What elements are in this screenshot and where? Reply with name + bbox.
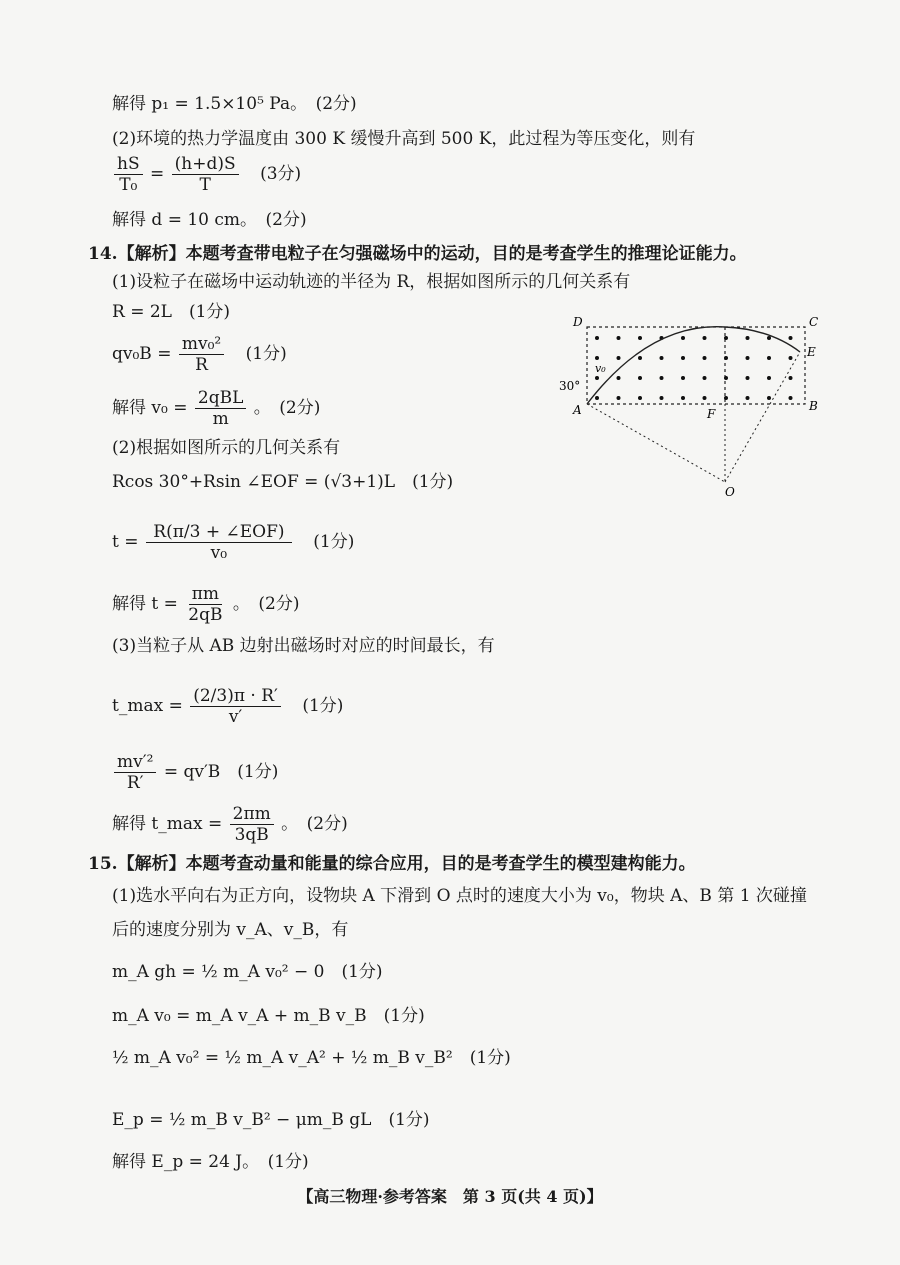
fraction: $\frac{\text{mv₀²}}{R}$ <box>179 334 224 375</box>
field-dot <box>595 376 599 380</box>
label-A: A <box>573 403 582 417</box>
field-dot <box>638 336 642 340</box>
field-dot <box>681 376 685 380</box>
field-dot <box>724 396 728 400</box>
field-dot <box>789 356 793 360</box>
q14-t-result: 解得 t = $\frac{\pi m}{2qB}$ 。 (2分) <box>112 584 300 625</box>
fraction: $\frac{(2/3)\pi \cdot R'}{v'}$ <box>190 686 281 727</box>
fraction-left: $\frac{hS}{\text{T₀}}$ <box>114 154 143 195</box>
field-dot <box>703 396 707 400</box>
question-15-heading: 15.【解析】本题考查动量和能量的综合应用，目的是考查学生的模型建构能力。 <box>88 854 696 874</box>
q14-geometry-equation: Rcos 30°+Rsin ∠EOF = (√3+1)L (1分) <box>112 472 454 492</box>
q15-ep-result: 解得 E_p = 24 J。 (1分) <box>112 1152 309 1172</box>
magnetic-field-diagram <box>555 312 825 502</box>
field-dot <box>746 396 750 400</box>
field-dot <box>767 336 771 340</box>
field-dot <box>746 356 750 360</box>
field-dot <box>617 376 621 380</box>
field-dot <box>681 336 685 340</box>
q15-momentum-equation: m_A v₀ = m_A v_A + m_B v_B (1分) <box>112 1006 425 1026</box>
field-dot <box>746 376 750 380</box>
q14-part2-intro: (2)根据如图所示的几何关系有 <box>112 438 341 458</box>
field-dot <box>660 376 664 380</box>
q14-v0-result: 解得 v₀ = $\frac{\text{2qBL}}{m}$ 。 (2分) <box>112 388 321 429</box>
part-2-intro: (2)环境的热力学温度由 300 K 缓慢升高到 500 K，此过程为等压变化，则有 <box>112 129 696 149</box>
label-velocity: v₀ <box>595 362 606 375</box>
q14-force-equation-2: $\frac{\text{mv′²}}{R'}$ = qv′B (1分) <box>112 752 278 793</box>
q14-part3-intro: (3)当粒子从 AB 边射出磁场时对应的时间最长，有 <box>112 636 495 656</box>
field-dot <box>767 396 771 400</box>
label-D: D <box>573 315 583 329</box>
field-dot <box>660 356 664 360</box>
q15-ep-equation: E_p = ½ m_B v_B² − μm_B gL (1分) <box>112 1110 430 1130</box>
fraction: $\frac{\pi m}{2qB}$ <box>188 584 223 625</box>
q14-tmax-result: 解得 t_max = $\frac{2\pi m}{3qB}$ 。 (2分) <box>112 804 348 845</box>
score-mark: (3分) <box>260 164 302 184</box>
field-dot <box>617 396 621 400</box>
radius-lines <box>587 352 800 482</box>
field-dot <box>724 356 728 360</box>
field-dot <box>746 336 750 340</box>
page-footer: 【高三物理·参考答案 第 3 页(共 4 页)】 <box>297 1187 603 1206</box>
q14-time-equation: t = $\frac{\text{R(π/3 + ∠EOF)}}{\text{v₀}}$ (1分) <box>112 522 355 563</box>
label-B: B <box>809 399 818 413</box>
field-dot <box>703 376 707 380</box>
label-O: O <box>725 485 735 499</box>
field-dot <box>617 356 621 360</box>
field-dot <box>681 356 685 360</box>
field-dot <box>789 376 793 380</box>
fraction: $\frac{\text{2qBL}}{m}$ <box>195 388 246 429</box>
solution-d: 解得 d = 10 cm。 (2分) <box>112 210 307 230</box>
field-dot <box>767 356 771 360</box>
field-dot <box>724 376 728 380</box>
field-dot <box>595 336 599 340</box>
fraction-right: $\frac{(h+d)S}{T}$ <box>172 154 239 195</box>
field-dot <box>595 396 599 400</box>
fraction: $\frac{2\pi m}{3qB}$ <box>230 804 274 845</box>
field-dot <box>724 336 728 340</box>
q14-tmax-equation: t_max = $\frac{(2/3)\pi \cdot R'}{v'}$ (1分) <box>112 686 344 727</box>
field-dot <box>703 336 707 340</box>
label-F: F <box>707 407 716 421</box>
field-dot <box>638 376 642 380</box>
solution-p1: 解得 p₁ = 1.5×10⁵ Pa。 (2分) <box>112 94 357 114</box>
q15-energy-equation: m_A gh = ½ m_A v₀² − 0 (1分) <box>112 962 383 982</box>
field-dot <box>789 336 793 340</box>
field-dot <box>789 396 793 400</box>
question-14-heading: 14.【解析】本题考查带电粒子在匀强磁场中的运动，目的是考查学生的推理论证能力。 <box>88 244 747 264</box>
field-dot <box>638 356 642 360</box>
field-dot <box>660 396 664 400</box>
field-dot <box>703 356 707 360</box>
q15-part1-intro: (1)选水平向右为正方向，设物块 A 下滑到 O 点时的速度大小为 v₀，物块 A、B 第 1 次碰撞 <box>112 886 807 906</box>
label-C: C <box>809 315 819 329</box>
field-dot <box>638 396 642 400</box>
field-dot <box>681 396 685 400</box>
q15-part1-intro-cont: 后的速度分别为 v_A、v_B，有 <box>112 920 349 940</box>
q15-kinetic-energy-equation: ½ m_A v₀² = ½ m_A v_A² + ½ m_B v_B² (1分) <box>112 1048 511 1068</box>
label-E: E <box>807 345 816 359</box>
field-dot <box>617 336 621 340</box>
field-dot <box>595 356 599 360</box>
field-dots <box>595 336 793 400</box>
equation-isobaric: $\frac{hS}{\text{T₀}}$ = $\frac{(h+d)S}{T}$ (3分) <box>112 154 301 195</box>
q14-force-equation: qv₀B = $\frac{\text{mv₀²}}{R}$ (1分) <box>112 334 287 375</box>
fraction: $\frac{\text{mv′²}}{R'}$ <box>114 752 156 793</box>
q14-part1-intro: (1)设粒子在磁场中运动轨迹的半径为 R，根据如图所示的几何关系有 <box>112 272 631 292</box>
fraction: $\frac{\text{R(π/3 + ∠EOF)}}{\text{v₀}}$ <box>146 522 292 563</box>
label-angle: 30° <box>559 379 581 393</box>
field-dot <box>767 376 771 380</box>
q14-radius: R = 2L (1分) <box>112 302 231 322</box>
